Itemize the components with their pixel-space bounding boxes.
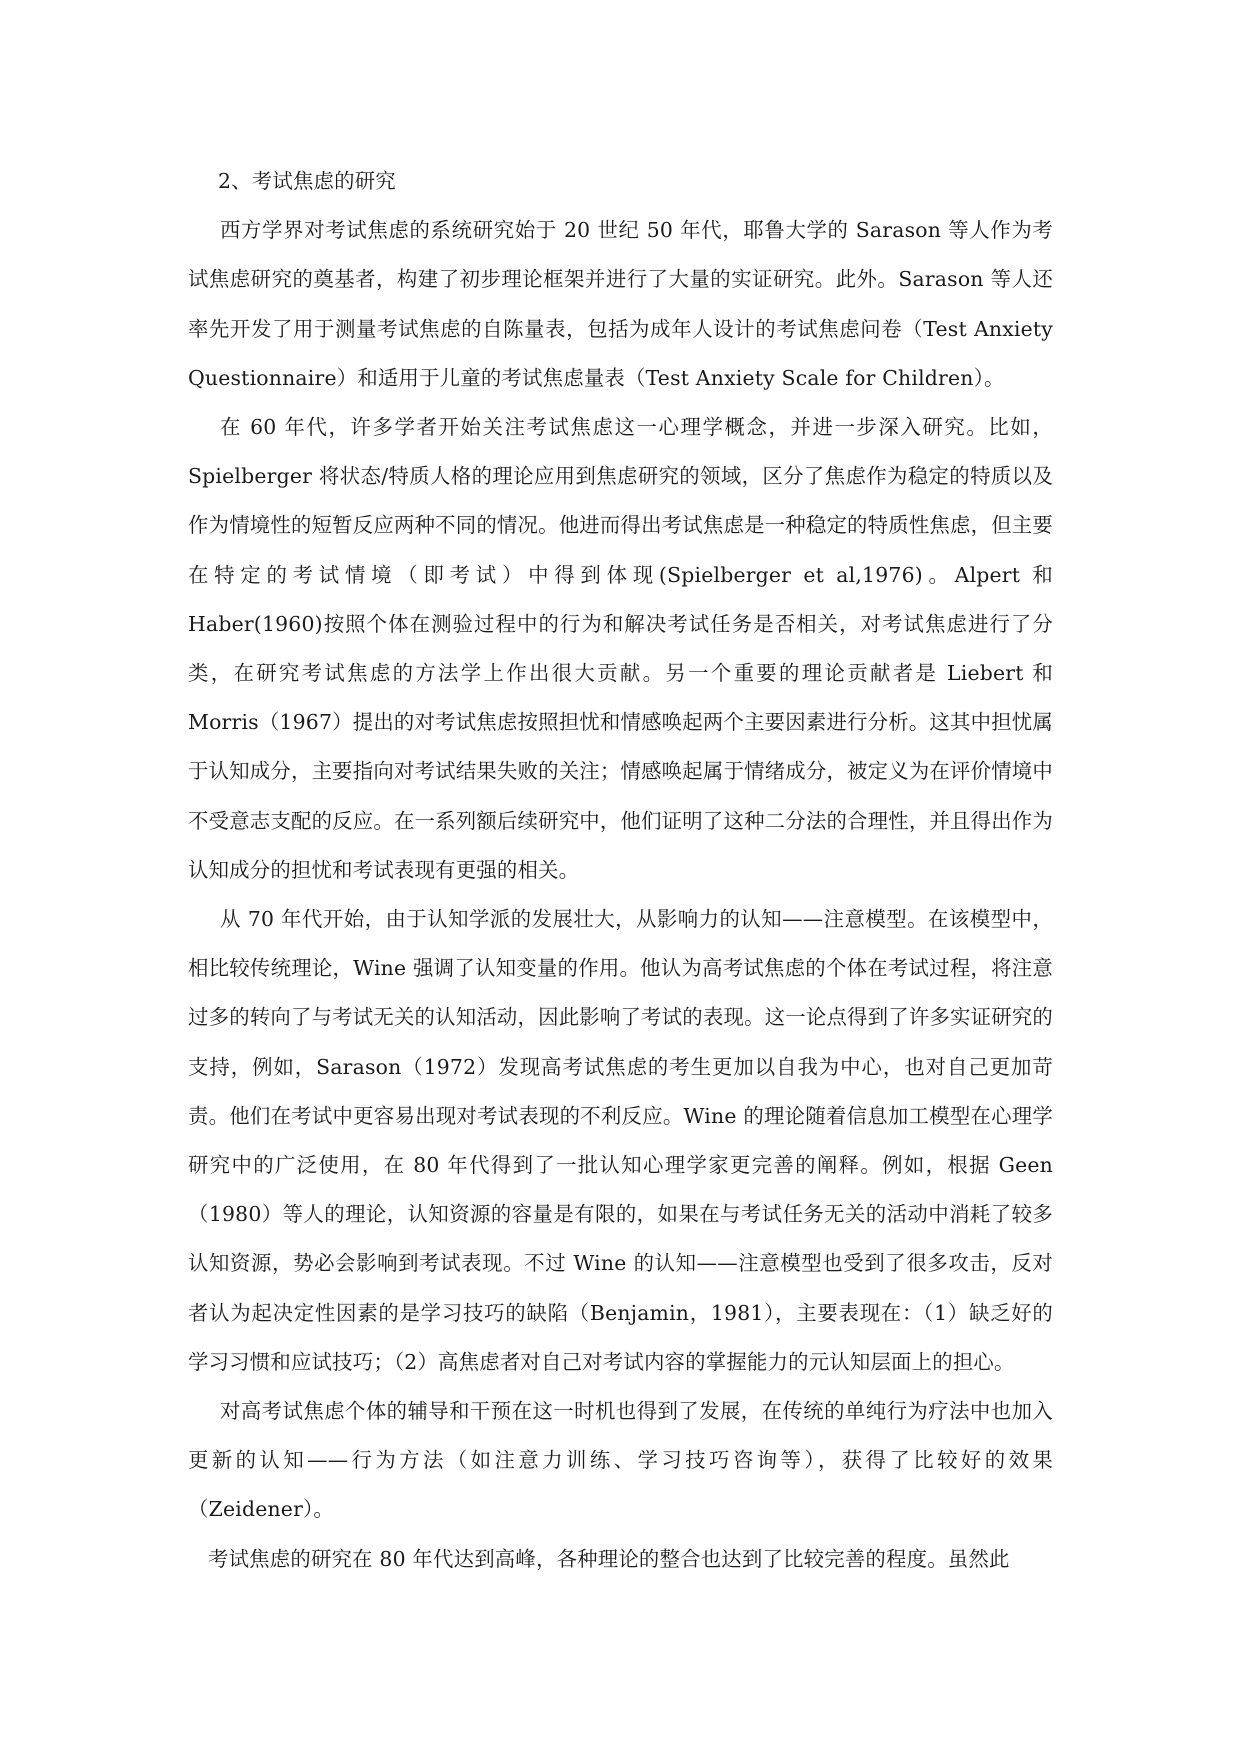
paragraph-intervention: 对高考试焦虑个体的辅导和干预在这一时机也得到了发展，在传统的单纯行为疗法中也加入更新的认知——行为方法（如注意力训练、学习技巧咨询等），获得了比较好的效果（Zeidener）。 (188, 1399, 1053, 1522)
paragraph-eighties: 考试焦虑的研究在 80 年代达到高峰，各种理论的整合也达到了比较完善的程度。虽然此 (208, 1546, 1010, 1571)
document-body (188, 157, 1053, 1584)
paragraph-origins: 西方学界对考试焦虑的系统研究始于 20 世纪 50 年代，耶鲁大学的 Sarason 等人作为考试焦虑研究的奠基者，构建了初步理论框架并进行了大量的实证研究。此外。Sarason 等人还率先开发了用于测量考试焦虑的自陈量表，包括为成年人设计的考试焦虑问卷（Test Anxiety Questionnaire）和适用于儿童的考试焦虑量表（Test Anxiety Scale for Children）。 (188, 218, 1053, 390)
section-heading: 2、考试焦虑的研究 (218, 169, 396, 193)
paragraph-sixties: 在 60 年代，许多学者开始关注考试焦虑这一心理学概念，并进一步深入研究。比如，Spielberger 将状态/特质人格的理论应用到焦虑研究的领域，区分了焦虑作为稳定的特质以及作为情境性的短暂反应两种不同的情况。他进而得出考试焦虑是一种稳定的特质性焦虑，但主要在特定的考试情境（即考试）中得到体现(Spielberger et al,1976)。Alpert 和 Haber(1960)按照个体在测验过程中的行为和解决考试任务是否相关，对考试焦虑进行了分类，在研究考试焦虑的方法学上作出很大贡献。另一个重要的理论贡献者是 Liebert 和 Morris（1967）提出的对考试焦虑按照担忧和情感唤起两个主要因素进行分析。这其中担忧属于认知成分，主要指向对考试结果失败的关注；情感唤起属于情绪成分，被定义为在评价情境中不受意志支配的反应。在一系列额后续研究中，他们证明了这种二分法的合理性，并且得出作为认知成分的担忧和考试表现有更强的相关。 (188, 415, 1053, 882)
paragraph-seventies: 从 70 年代开始，由于认知学派的发展壮大，从影响力的认知——注意模型。在该模型中，相比较传统理论，Wine 强调了认知变量的作用。他认为高考试焦虑的个体在考试过程，将注意过多的转向了与考试无关的认知活动，因此影响了考试的表现。这一论点得到了许多实证研究的支持，例如，Sarason（1972）发现高考试焦虑的考生更加以自我为中心，也对自己更加苛责。他们在考试中更容易出现对考试表现的不利反应。Wine 的理论随着信息加工模型在心理学研究中的广泛使用，在 80 年代得到了一批认知心理学家更完善的阐释。例如，根据 Geen（1980）等人的理论，认知资源的容量是有限的，如果在与考试任务无关的活动中消耗了较多认知资源，势必会影响到考试表现。不过 Wine 的认知——注意模型也受到了很多攻击，反对者认为起决定性因素的是学习技巧的缺陷（Benjamin，1981），主要表现在：（1）缺乏好的学习习惯和应试技巧；（2）高焦虑者对自己对考试内容的掌握能力的元认知层面上的担心。 (188, 907, 1053, 1374)
